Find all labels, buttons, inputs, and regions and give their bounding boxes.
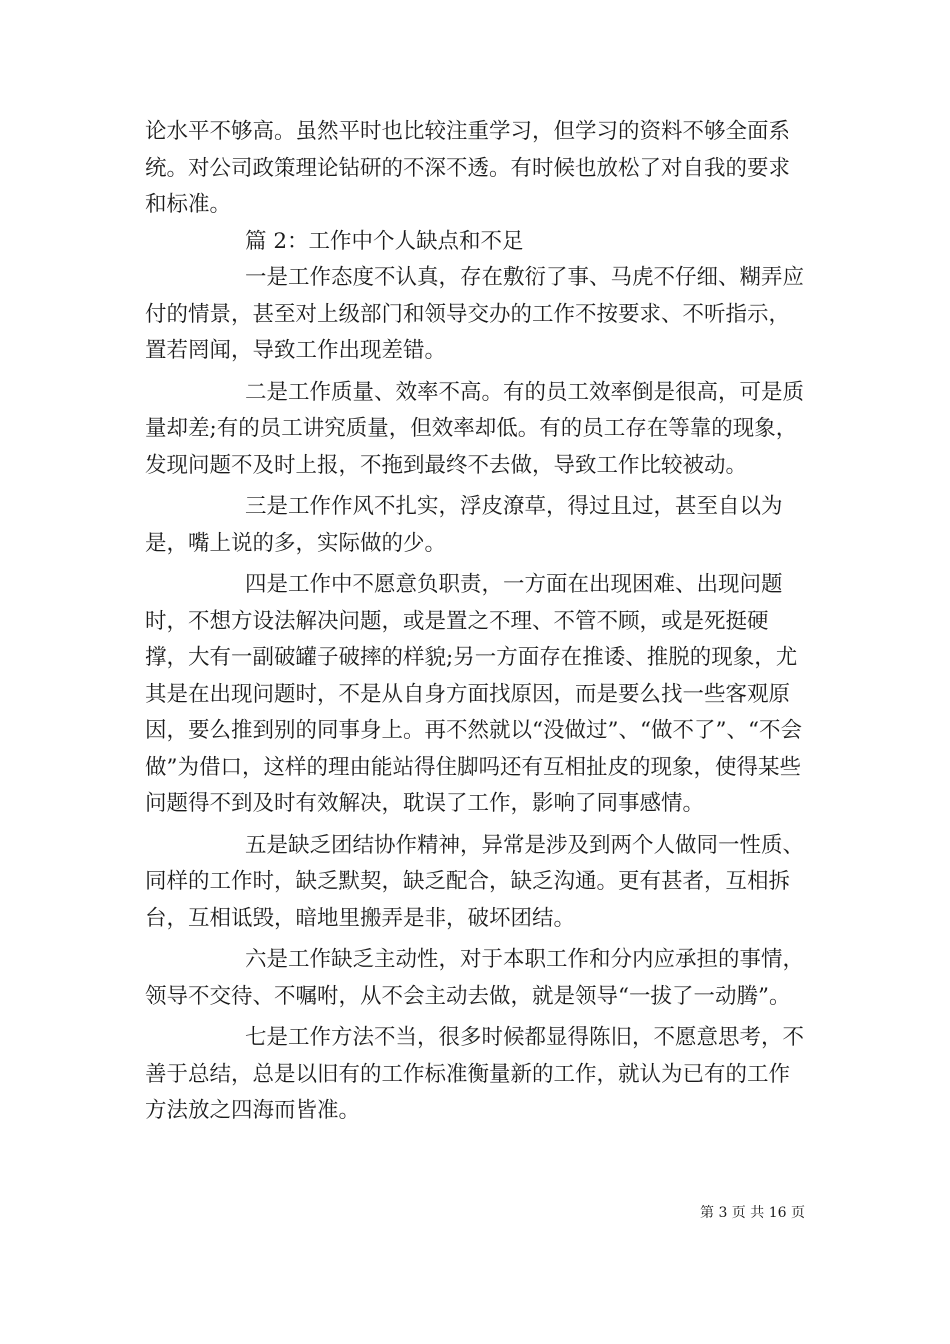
- paragraph-item-1: 一是工作态度不认真，存在敷衍了事、马虎不仔细、糊弄应付的情景，甚至对上级部门和领导交办的工作不按要求、不听指示，置若罔闻，导致工作出现差错。: [145, 265, 805, 363]
- paragraph-item-4: 四是工作中不愿意负职责，一方面在出现困难、出现问题时，不想方设法解决问题，或是置之不理、不管不顾，或是死挺硬撑，大有一副破罐子破摔的样貌;另一方面存在推诿、推脱的现象，尤其是在出现问题时，不是从自身方面找原因，而是要么找一些客观原因，要么推到别的同事身上。再不然就以“没做过”、“做不了”、“不会做”为借口，这样的理由能站得住脚吗还有互相扯皮的现象，使得某些问题得不到及时有效解决，耽误了工作，影响了同事感情。: [145, 572, 802, 816]
- page-number-footer: 第 3 页 共 16 页: [700, 1205, 805, 1221]
- document-body: [145, 114, 810, 1130]
- paragraph-item-6: 六是工作缺乏主动性，对于本职工作和分内应承担的事情，领导不交待、不嘱咐，从不会主动去做，就是领导“一拔了一动腾”。: [145, 947, 805, 1009]
- paragraph-item-7: 七是工作方法不当，很多时候都显得陈旧，不愿意思考，不善于总结，总是以旧有的工作标准衡量新的工作，就认为已有的工作方法放之四海而皆准。: [145, 1025, 805, 1123]
- paragraph-continuation: 论水平不够高。虽然平时也比较注重学习，但学习的资料不够全面系统。对公司政策理论钻研的不深不透。有时候也放松了对自我的要求和标准。: [145, 119, 791, 217]
- paragraph-item-5: 五是缺乏团结协作精神，异常是涉及到两个人做同一性质、同样的工作时，缺乏默契，缺乏配合，缺乏沟通。更有甚者，互相拆台，互相诋毁，暗地里搬弄是非，破坏团结。: [145, 832, 805, 931]
- paragraph-item-2: 二是工作质量、效率不高。有的员工效率倒是很高，可是质量却差;有的员工讲究质量，但效率却低。有的员工存在等靠的现象，发现问题不及时上报，不拖到最终不去做，导致工作比较被动。: [145, 379, 805, 478]
- paragraph-item-3: 三是工作作风不扎实，浮皮潦草，得过且过，甚至自以为是，嘴上说的多，实际做的少。: [145, 494, 783, 556]
- section-heading: 篇 2：工作中个人缺点和不足: [245, 228, 524, 254]
